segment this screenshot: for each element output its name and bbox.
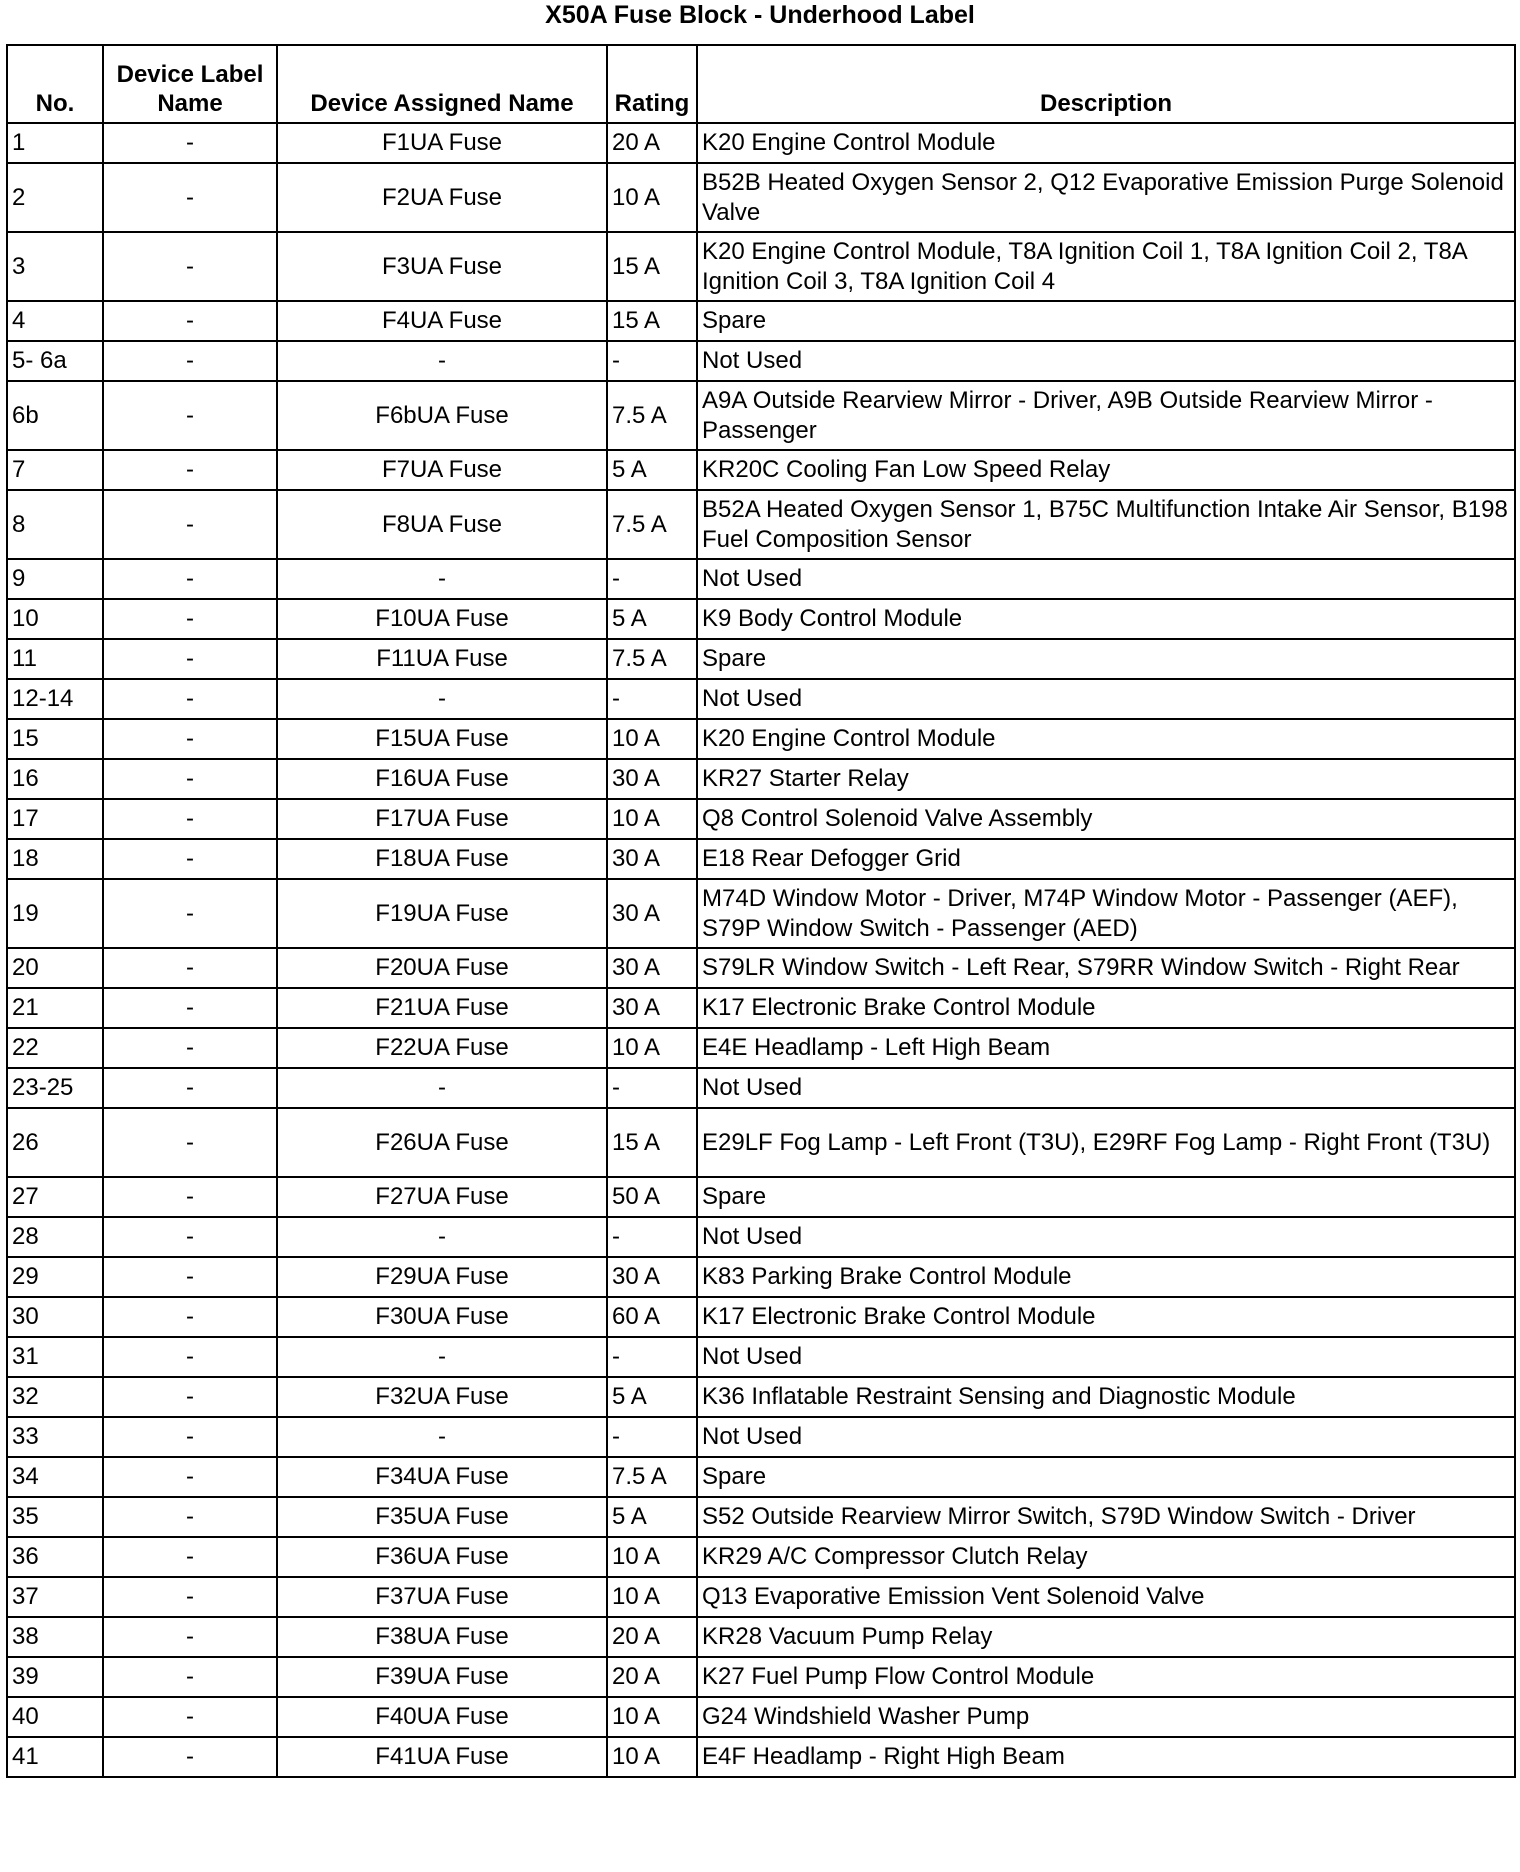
- table-row: [7, 1068, 1515, 1108]
- cell-rating: 20 A: [607, 1617, 697, 1657]
- cell-assigned-name: F38UA Fuse: [277, 1617, 607, 1657]
- cell-rating: 30 A: [607, 1257, 697, 1297]
- table-row: [7, 759, 1515, 799]
- cell-description: Q8 Control Solenoid Valve Assembly: [697, 799, 1515, 839]
- cell-no: 20: [7, 948, 103, 988]
- column-header-assigned: Device Assigned Name: [277, 45, 607, 123]
- table-row: [7, 1657, 1515, 1697]
- cell-assigned-name: F40UA Fuse: [277, 1697, 607, 1737]
- cell-rating: 20 A: [607, 1657, 697, 1697]
- cell-assigned-name: F2UA Fuse: [277, 163, 607, 232]
- table-row: [7, 123, 1515, 163]
- cell-description: S52 Outside Rearview Mirror Switch, S79D Window Switch - Driver: [697, 1497, 1515, 1537]
- cell-rating: -: [607, 559, 697, 599]
- cell-device-label: -: [103, 1257, 277, 1297]
- table-row: [7, 450, 1515, 490]
- table-row: [7, 232, 1515, 301]
- table-row: [7, 948, 1515, 988]
- cell-description: K17 Electronic Brake Control Module: [697, 1297, 1515, 1337]
- cell-description: Not Used: [697, 1217, 1515, 1257]
- cell-no: 4: [7, 301, 103, 341]
- cell-assigned-name: F7UA Fuse: [277, 450, 607, 490]
- cell-no: 11: [7, 639, 103, 679]
- cell-description: K9 Body Control Module: [697, 599, 1515, 639]
- cell-description: Not Used: [697, 1337, 1515, 1377]
- cell-assigned-name: F30UA Fuse: [277, 1297, 607, 1337]
- cell-assigned-name: F32UA Fuse: [277, 1377, 607, 1417]
- cell-device-label: -: [103, 1577, 277, 1617]
- column-header-description: Description: [697, 45, 1515, 123]
- cell-device-label: -: [103, 799, 277, 839]
- cell-rating: -: [607, 1417, 697, 1457]
- table-row: [7, 1737, 1515, 1777]
- table-row: [7, 163, 1515, 232]
- table-row: [7, 1297, 1515, 1337]
- cell-description: M74D Window Motor - Driver, M74P Window Motor - Passenger (AEF), S79P Window Switch - Passenger (AED): [697, 879, 1515, 948]
- table-row: [7, 490, 1515, 559]
- table-row: [7, 1417, 1515, 1457]
- cell-device-label: -: [103, 559, 277, 599]
- table-body: [7, 123, 1515, 1777]
- cell-description: K83 Parking Brake Control Module: [697, 1257, 1515, 1297]
- cell-no: 33: [7, 1417, 103, 1457]
- cell-device-label: -: [103, 1297, 277, 1337]
- cell-device-label: -: [103, 759, 277, 799]
- cell-device-label: -: [103, 490, 277, 559]
- cell-description: Not Used: [697, 679, 1515, 719]
- table-row: [7, 1457, 1515, 1497]
- table-row: [7, 639, 1515, 679]
- cell-device-label: -: [103, 163, 277, 232]
- cell-no: 35: [7, 1497, 103, 1537]
- cell-device-label: -: [103, 639, 277, 679]
- cell-description: E4F Headlamp - Right High Beam: [697, 1737, 1515, 1777]
- cell-no: 6b: [7, 381, 103, 450]
- cell-description: Not Used: [697, 559, 1515, 599]
- cell-no: 36: [7, 1537, 103, 1577]
- table-row: [7, 599, 1515, 639]
- column-header-label: Device Label Name: [103, 45, 277, 123]
- cell-assigned-name: F4UA Fuse: [277, 301, 607, 341]
- cell-assigned-name: -: [277, 1217, 607, 1257]
- cell-assigned-name: -: [277, 559, 607, 599]
- cell-device-label: -: [103, 879, 277, 948]
- cell-no: 10: [7, 599, 103, 639]
- cell-rating: 30 A: [607, 839, 697, 879]
- cell-device-label: -: [103, 1108, 277, 1177]
- fuse-table: [6, 44, 1516, 1778]
- cell-rating: 10 A: [607, 1028, 697, 1068]
- table-row: [7, 1028, 1515, 1068]
- cell-rating: 10 A: [607, 163, 697, 232]
- cell-device-label: -: [103, 1177, 277, 1217]
- cell-rating: 7.5 A: [607, 490, 697, 559]
- cell-assigned-name: F19UA Fuse: [277, 879, 607, 948]
- cell-no: 38: [7, 1617, 103, 1657]
- cell-device-label: -: [103, 679, 277, 719]
- cell-no: 3: [7, 232, 103, 301]
- cell-rating: 20 A: [607, 123, 697, 163]
- cell-rating: 30 A: [607, 879, 697, 948]
- cell-no: 27: [7, 1177, 103, 1217]
- cell-rating: 10 A: [607, 719, 697, 759]
- cell-description: Spare: [697, 639, 1515, 679]
- cell-assigned-name: F35UA Fuse: [277, 1497, 607, 1537]
- cell-assigned-name: F22UA Fuse: [277, 1028, 607, 1068]
- cell-rating: 30 A: [607, 759, 697, 799]
- cell-assigned-name: F1UA Fuse: [277, 123, 607, 163]
- cell-description: A9A Outside Rearview Mirror - Driver, A9B Outside Rearview Mirror - Passenger: [697, 381, 1515, 450]
- cell-description: KR28 Vacuum Pump Relay: [697, 1617, 1515, 1657]
- table-row: [7, 1697, 1515, 1737]
- cell-no: 23-25: [7, 1068, 103, 1108]
- cell-no: 41: [7, 1737, 103, 1777]
- cell-no: 34: [7, 1457, 103, 1497]
- cell-rating: -: [607, 679, 697, 719]
- cell-no: 18: [7, 839, 103, 879]
- cell-assigned-name: F21UA Fuse: [277, 988, 607, 1028]
- cell-assigned-name: F20UA Fuse: [277, 948, 607, 988]
- cell-no: 17: [7, 799, 103, 839]
- cell-device-label: -: [103, 450, 277, 490]
- cell-device-label: -: [103, 1657, 277, 1697]
- table-row: [7, 1177, 1515, 1217]
- cell-device-label: -: [103, 1068, 277, 1108]
- cell-assigned-name: -: [277, 341, 607, 381]
- cell-rating: 10 A: [607, 1697, 697, 1737]
- table-row: [7, 1217, 1515, 1257]
- cell-description: KR20C Cooling Fan Low Speed Relay: [697, 450, 1515, 490]
- cell-assigned-name: F18UA Fuse: [277, 839, 607, 879]
- cell-device-label: -: [103, 948, 277, 988]
- cell-no: 29: [7, 1257, 103, 1297]
- cell-rating: 7.5 A: [607, 381, 697, 450]
- cell-no: 15: [7, 719, 103, 759]
- cell-rating: 5 A: [607, 599, 697, 639]
- cell-assigned-name: F29UA Fuse: [277, 1257, 607, 1297]
- cell-no: 31: [7, 1337, 103, 1377]
- cell-assigned-name: F8UA Fuse: [277, 490, 607, 559]
- table-row: [7, 1497, 1515, 1537]
- cell-device-label: -: [103, 719, 277, 759]
- cell-description: KR29 A/C Compressor Clutch Relay: [697, 1537, 1515, 1577]
- cell-assigned-name: F11UA Fuse: [277, 639, 607, 679]
- cell-description: E18 Rear Defogger Grid: [697, 839, 1515, 879]
- cell-device-label: -: [103, 1337, 277, 1377]
- cell-rating: 30 A: [607, 988, 697, 1028]
- table-row: [7, 1537, 1515, 1577]
- cell-device-label: -: [103, 301, 277, 341]
- cell-rating: 5 A: [607, 1377, 697, 1417]
- cell-device-label: -: [103, 839, 277, 879]
- cell-assigned-name: F39UA Fuse: [277, 1657, 607, 1697]
- cell-description: K20 Engine Control Module: [697, 719, 1515, 759]
- cell-device-label: -: [103, 1028, 277, 1068]
- cell-assigned-name: F26UA Fuse: [277, 1108, 607, 1177]
- cell-assigned-name: F10UA Fuse: [277, 599, 607, 639]
- cell-no: 7: [7, 450, 103, 490]
- cell-rating: -: [607, 1068, 697, 1108]
- cell-description: Not Used: [697, 1068, 1515, 1108]
- cell-description: Spare: [697, 1177, 1515, 1217]
- cell-description: K17 Electronic Brake Control Module: [697, 988, 1515, 1028]
- cell-assigned-name: F36UA Fuse: [277, 1537, 607, 1577]
- table-row: [7, 879, 1515, 948]
- cell-no: 37: [7, 1577, 103, 1617]
- cell-rating: 15 A: [607, 232, 697, 301]
- cell-no: 8: [7, 490, 103, 559]
- cell-rating: 5 A: [607, 450, 697, 490]
- cell-assigned-name: F3UA Fuse: [277, 232, 607, 301]
- cell-assigned-name: F17UA Fuse: [277, 799, 607, 839]
- cell-device-label: -: [103, 1417, 277, 1457]
- cell-description: KR27 Starter Relay: [697, 759, 1515, 799]
- table-row: [7, 1257, 1515, 1297]
- table-row: [7, 988, 1515, 1028]
- cell-no: 28: [7, 1217, 103, 1257]
- table-row: [7, 1337, 1515, 1377]
- cell-assigned-name: F34UA Fuse: [277, 1457, 607, 1497]
- cell-device-label: -: [103, 1217, 277, 1257]
- cell-description: S79LR Window Switch - Left Rear, S79RR Window Switch - Right Rear: [697, 948, 1515, 988]
- cell-device-label: -: [103, 1697, 277, 1737]
- cell-no: 21: [7, 988, 103, 1028]
- cell-description: Spare: [697, 301, 1515, 341]
- cell-assigned-name: F6bUA Fuse: [277, 381, 607, 450]
- cell-rating: 50 A: [607, 1177, 697, 1217]
- cell-no: 2: [7, 163, 103, 232]
- cell-no: 5- 6a: [7, 341, 103, 381]
- cell-device-label: -: [103, 341, 277, 381]
- cell-no: 30: [7, 1297, 103, 1337]
- cell-rating: 10 A: [607, 799, 697, 839]
- column-header-rating: Rating: [607, 45, 697, 123]
- cell-rating: 60 A: [607, 1297, 697, 1337]
- cell-device-label: -: [103, 232, 277, 301]
- column-header-no: No.: [7, 45, 103, 123]
- cell-device-label: -: [103, 123, 277, 163]
- table-row: [7, 381, 1515, 450]
- cell-description: E29LF Fog Lamp - Left Front (T3U), E29RF Fog Lamp - Right Front (T3U): [697, 1108, 1515, 1177]
- cell-rating: 15 A: [607, 301, 697, 341]
- cell-description: B52A Heated Oxygen Sensor 1, B75C Multifunction Intake Air Sensor, B198 Fuel Composition Sensor: [697, 490, 1515, 559]
- cell-rating: 10 A: [607, 1537, 697, 1577]
- cell-assigned-name: F16UA Fuse: [277, 759, 607, 799]
- cell-description: K36 Inflatable Restraint Sensing and Diagnostic Module: [697, 1377, 1515, 1417]
- cell-device-label: -: [103, 988, 277, 1028]
- cell-no: 16: [7, 759, 103, 799]
- cell-rating: 7.5 A: [607, 1457, 697, 1497]
- cell-rating: -: [607, 1337, 697, 1377]
- table-row: [7, 799, 1515, 839]
- table-row: [7, 1577, 1515, 1617]
- cell-no: 19: [7, 879, 103, 948]
- cell-assigned-name: -: [277, 679, 607, 719]
- cell-no: 22: [7, 1028, 103, 1068]
- cell-rating: 30 A: [607, 948, 697, 988]
- cell-device-label: -: [103, 1617, 277, 1657]
- cell-assigned-name: -: [277, 1068, 607, 1108]
- cell-description: Not Used: [697, 1417, 1515, 1457]
- cell-description: B52B Heated Oxygen Sensor 2, Q12 Evaporative Emission Purge Solenoid Valve: [697, 163, 1515, 232]
- cell-device-label: -: [103, 1457, 277, 1497]
- cell-assigned-name: F41UA Fuse: [277, 1737, 607, 1777]
- cell-device-label: -: [103, 1737, 277, 1777]
- cell-no: 39: [7, 1657, 103, 1697]
- cell-no: 40: [7, 1697, 103, 1737]
- cell-no: 12-14: [7, 679, 103, 719]
- cell-assigned-name: F27UA Fuse: [277, 1177, 607, 1217]
- cell-description: K27 Fuel Pump Flow Control Module: [697, 1657, 1515, 1697]
- cell-assigned-name: -: [277, 1337, 607, 1377]
- table-row: [7, 679, 1515, 719]
- cell-assigned-name: -: [277, 1417, 607, 1457]
- table-row: [7, 1617, 1515, 1657]
- cell-description: E4E Headlamp - Left High Beam: [697, 1028, 1515, 1068]
- table-row: [7, 719, 1515, 759]
- table-header-row: [7, 45, 1515, 123]
- cell-rating: -: [607, 341, 697, 381]
- cell-device-label: -: [103, 599, 277, 639]
- cell-rating: 5 A: [607, 1497, 697, 1537]
- cell-device-label: -: [103, 381, 277, 450]
- cell-description: Not Used: [697, 341, 1515, 381]
- page-title: X50A Fuse Block - Underhood Label: [545, 1, 975, 29]
- cell-rating: 15 A: [607, 1108, 697, 1177]
- cell-rating: 10 A: [607, 1577, 697, 1617]
- table-row: [7, 559, 1515, 599]
- cell-device-label: -: [103, 1497, 277, 1537]
- cell-description: Q13 Evaporative Emission Vent Solenoid Valve: [697, 1577, 1515, 1617]
- table-row: [7, 1108, 1515, 1177]
- cell-rating: 10 A: [607, 1737, 697, 1777]
- cell-no: 9: [7, 559, 103, 599]
- cell-description: Spare: [697, 1457, 1515, 1497]
- cell-rating: -: [607, 1217, 697, 1257]
- cell-description: G24 Windshield Washer Pump: [697, 1697, 1515, 1737]
- table-row: [7, 839, 1515, 879]
- cell-rating: 7.5 A: [607, 639, 697, 679]
- cell-assigned-name: F15UA Fuse: [277, 719, 607, 759]
- cell-no: 32: [7, 1377, 103, 1417]
- cell-no: 1: [7, 123, 103, 163]
- table-row: [7, 341, 1515, 381]
- table-row: [7, 301, 1515, 341]
- cell-assigned-name: F37UA Fuse: [277, 1577, 607, 1617]
- cell-device-label: -: [103, 1377, 277, 1417]
- table-row: [7, 1377, 1515, 1417]
- cell-description: K20 Engine Control Module, T8A Ignition Coil 1, T8A Ignition Coil 2, T8A Ignition Coil 3, T8A Ignition Coil 4: [697, 232, 1515, 301]
- cell-description: K20 Engine Control Module: [697, 123, 1515, 163]
- cell-device-label: -: [103, 1537, 277, 1577]
- cell-no: 26: [7, 1108, 103, 1177]
